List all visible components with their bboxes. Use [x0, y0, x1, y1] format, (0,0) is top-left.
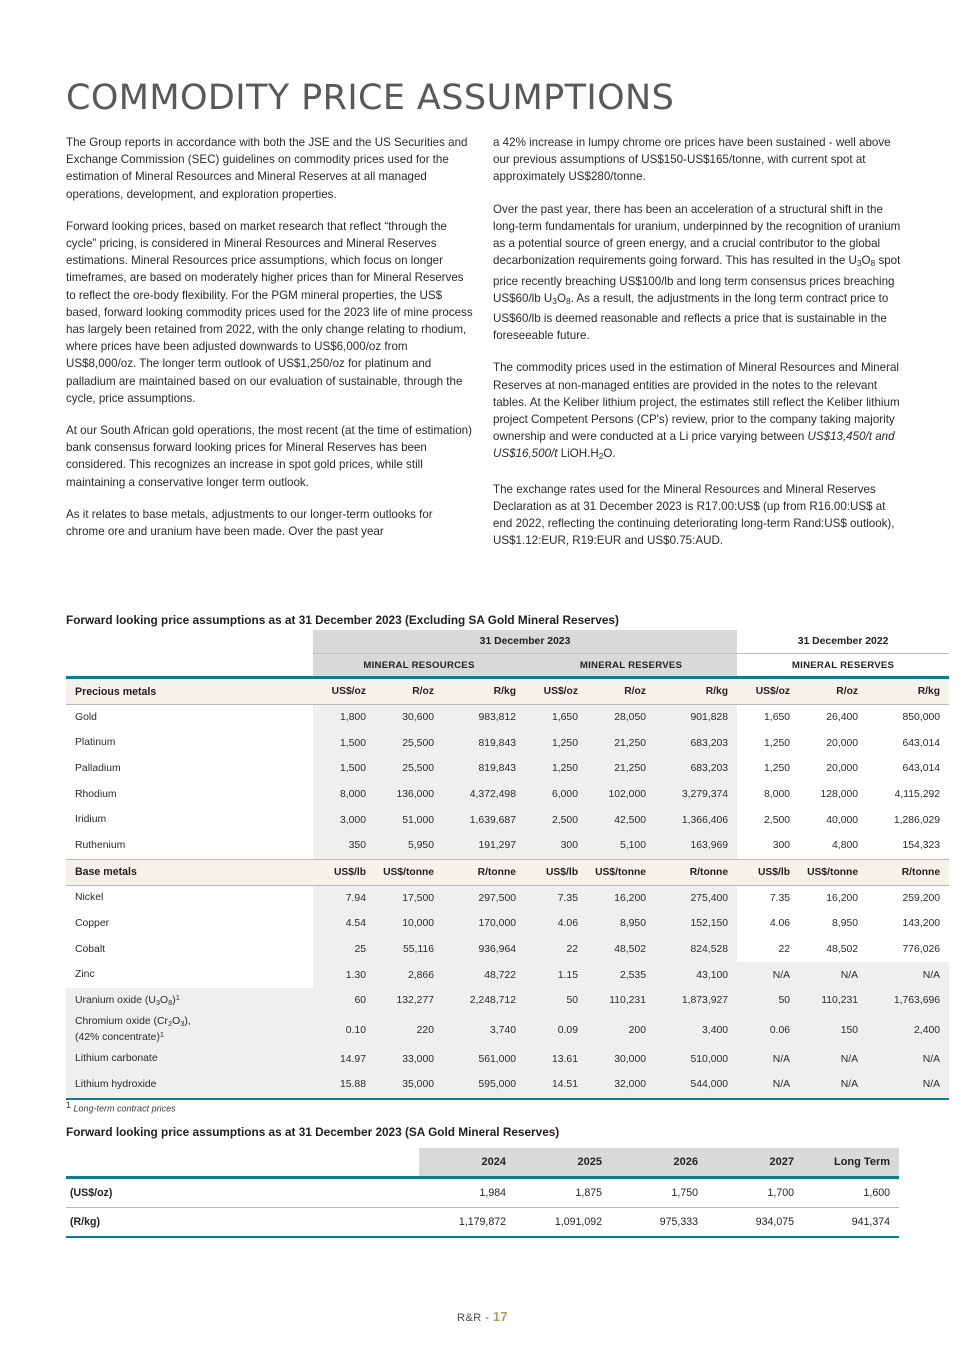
cell: 544,000	[655, 1072, 737, 1098]
table1-category-header-row	[66, 654, 949, 676]
cell: 42,500	[587, 807, 655, 833]
table-row	[66, 911, 949, 937]
cell: 2,500	[737, 807, 799, 833]
table2-caption: Forward looking price assumptions as at 31 December 2023 (SA Gold Mineral Reserves)	[66, 1125, 560, 1139]
cell: 510,000	[655, 1047, 737, 1073]
cell: N/A	[737, 962, 799, 988]
cell: 8,950	[587, 911, 655, 937]
cell: 1,639,687	[443, 807, 525, 833]
table-row	[66, 1014, 949, 1047]
cell: 1,650	[525, 705, 587, 731]
cell: 17,500	[375, 886, 443, 912]
paragraph-keliber	[493, 359, 901, 465]
unit-cell: US$/lb	[525, 860, 587, 885]
category-mineral-reserves-2023: MINERAL RESERVES	[525, 654, 737, 676]
cell: 200	[587, 1014, 655, 1047]
cell: 1,600	[863, 1187, 890, 1199]
cell: 25,500	[375, 756, 443, 782]
table-row	[66, 1208, 899, 1236]
cell: 824,528	[655, 937, 737, 963]
cell: 2,500	[525, 807, 587, 833]
text-run: LiOH.H	[557, 447, 599, 461]
unit-cell: R/tonne	[655, 860, 737, 885]
teal-rule	[313, 1098, 949, 1100]
spacer-cell	[66, 654, 313, 676]
unit-cell: R/kg	[655, 679, 737, 704]
cell: 2,866	[375, 962, 443, 988]
row-label: Copper	[66, 911, 313, 937]
cell: 33,000	[375, 1047, 443, 1073]
cell: 1,875	[575, 1187, 602, 1199]
table2-header-row	[66, 1148, 899, 1176]
footnote-marker: 1	[66, 1100, 72, 1110]
text-run: spot price recently breaching US$100/lb and long term consensus prices breaching US$60/lb U	[493, 254, 901, 305]
cell: 259,200	[867, 886, 949, 912]
table-row	[66, 782, 949, 808]
cell: 1,366,406	[655, 807, 737, 833]
cell: 40,000	[799, 807, 867, 833]
cell: 6,000	[525, 782, 587, 808]
cell: 170,000	[443, 911, 525, 937]
cell: 1,500	[313, 731, 375, 757]
cell: 110,231	[799, 988, 867, 1014]
cell: 4.06	[737, 911, 799, 937]
section-label-precious: Precious metals	[66, 679, 313, 704]
cell: 30,600	[375, 705, 443, 731]
cell: 25,500	[375, 731, 443, 757]
cell: 983,812	[443, 705, 525, 731]
cell: 14.97	[313, 1047, 375, 1073]
cell: 643,014	[867, 731, 949, 757]
cell: 20,000	[799, 756, 867, 782]
cell: 1,763,696	[867, 988, 949, 1014]
unit-cell: R/tonne	[867, 860, 949, 885]
cell: 934,075	[755, 1216, 794, 1228]
cell: 152,150	[655, 911, 737, 937]
cell: 21,250	[587, 756, 655, 782]
cell: 48,722	[443, 962, 525, 988]
table1-group-header-row	[66, 630, 949, 653]
cell: 163,969	[655, 833, 737, 859]
cell: 48,502	[799, 937, 867, 963]
cell: 128,000	[799, 782, 867, 808]
cell: 136,000	[375, 782, 443, 808]
row-label: Ruthenium	[66, 833, 313, 859]
subscript: 3	[552, 295, 557, 306]
teal-rule	[66, 1236, 419, 1238]
base-metals-header-row	[66, 860, 949, 885]
unit-cell: US$/tonne	[799, 860, 867, 885]
cell: 4,800	[799, 833, 867, 859]
table1-caption: Forward looking price assumptions as at 31 December 2023 (Excluding SA Gold Mineral Reserves)	[66, 613, 619, 627]
paragraph: As it relates to base metals, adjustments to our longer-term outlooks for chrome ore and uranium have been made. Over the past year	[66, 507, 433, 539]
cell: 4.06	[525, 911, 587, 937]
cell: N/A	[737, 1072, 799, 1098]
unit-cell: R/kg	[443, 679, 525, 704]
cell: 595,000	[443, 1072, 525, 1098]
cell: 1,700	[767, 1187, 794, 1199]
table-row	[66, 937, 949, 963]
cell: 3,740	[443, 1014, 525, 1047]
body-left-column	[66, 134, 474, 540]
cell: 22	[525, 937, 587, 963]
paragraph: Forward looking prices, based on market research that reflect “through the cycle” pricing, is considered in Mineral Resources and Mineral Reserves estimations. Mineral Resources price assumptions, which focus on longer timeframes, are based on moderately higher prices than for Mineral Reserves to reflect the ore-body flexibility. For the PGM mineral properties, the US$ based, forward looking commodity prices used for the 2023 life of mine process has largely been retained from 2022, with the only change relating to rhodium, where prices have been adjusted downwards to US$6,000/oz from US$8,000/oz. The longer term outlook of US$1,250/oz for platinum and palladium are maintained based on our evaluation of sustainable, through the cycle, price assumptions.	[66, 219, 473, 405]
cell: 4,372,498	[443, 782, 525, 808]
cell: 25	[313, 937, 375, 963]
price-assumptions-table	[66, 630, 949, 1100]
text-run: . As a result, the adjustments in the long term contract price to US$60/lb is deemed reasonable and reflects a price that is sustainable in the foreseeable future.	[493, 291, 889, 343]
cell: 776,026	[867, 937, 949, 963]
precious-metals-header-row	[66, 679, 949, 704]
cell: 48,502	[587, 937, 655, 963]
text-run-italic: US$13,450/t and US$16,500/t	[493, 430, 895, 461]
cell: 60	[313, 988, 375, 1014]
column-header-long-term: Long Term	[803, 1148, 899, 1176]
cell: 819,843	[443, 731, 525, 757]
cell: 1,984	[479, 1187, 506, 1199]
table-row	[66, 705, 949, 731]
cell: 154,323	[867, 833, 949, 859]
cell: 683,203	[655, 731, 737, 757]
cell: 28,050	[587, 705, 655, 731]
cell: 8,000	[737, 782, 799, 808]
cell: 102,000	[587, 782, 655, 808]
row-label: Gold	[66, 705, 313, 731]
cell: N/A	[799, 962, 867, 988]
unit-cell: R/kg	[867, 679, 949, 704]
cell: 936,964	[443, 937, 525, 963]
sa-gold-price-table	[66, 1148, 899, 1238]
cell: N/A	[867, 1047, 949, 1073]
row-label: (R/kg)	[70, 1216, 101, 1228]
table-row	[66, 807, 949, 833]
row-label: Rhodium	[66, 782, 313, 808]
table-row	[66, 1047, 949, 1073]
unit-cell: US$/oz	[737, 679, 799, 704]
row-label: (US$/oz)	[70, 1187, 113, 1199]
unit-cell: US$/lb	[737, 860, 799, 885]
cell: N/A	[799, 1047, 867, 1073]
cell: 819,843	[443, 756, 525, 782]
cell: 3,400	[655, 1014, 737, 1047]
cell: 941,374	[851, 1216, 890, 1228]
unit-cell: R/tonne	[443, 860, 525, 885]
cell: 1,650	[737, 705, 799, 731]
table-row	[66, 731, 949, 757]
cell: 1,250	[525, 756, 587, 782]
text-run: The commodity prices used in the estimation of Mineral Resources and Mineral Reserves at non-managed entities are provided in the notes to the relevant tables. At the Keliber lithium project, the estimates still reflect the Keliber lithium project Competent Persons (CP's) review, prior to the company taking majority ownership and were conducted at a Li price varying between	[493, 361, 900, 444]
cell: 14.51	[525, 1072, 587, 1098]
row-label: Lithium hydroxide	[66, 1072, 313, 1098]
unit-cell: US$/oz	[313, 679, 375, 704]
unit-cell: US$/lb	[313, 860, 375, 885]
cell: 26,400	[799, 705, 867, 731]
cell: 150	[799, 1014, 867, 1047]
cell: 300	[737, 833, 799, 859]
cell: 16,200	[799, 886, 867, 912]
cell: 8,000	[313, 782, 375, 808]
cell: 1,286,029	[867, 807, 949, 833]
subscript: 8	[565, 295, 571, 306]
table-row	[66, 1179, 899, 1207]
body-right-column	[493, 134, 901, 550]
row-label: Cobalt	[66, 937, 313, 963]
cell: 1,750	[671, 1187, 698, 1199]
cell: 0.10	[313, 1014, 375, 1047]
unit-cell: R/oz	[587, 679, 655, 704]
teal-divider-bottom	[66, 1098, 949, 1100]
unit-cell: R/oz	[375, 679, 443, 704]
category-mineral-resources: MINERAL RESOURCES	[313, 654, 525, 676]
text-run: O	[556, 291, 566, 305]
cell: 975,333	[659, 1216, 698, 1228]
cell: 0.09	[525, 1014, 587, 1047]
cell: 850,000	[867, 705, 949, 731]
cell: 683,203	[655, 756, 737, 782]
row-label: Platinum	[66, 731, 313, 757]
text-run: O.	[603, 447, 616, 461]
table-row	[66, 988, 949, 1014]
cell: 350	[313, 833, 375, 859]
cell: 1,873,927	[655, 988, 737, 1014]
cell: 2,535	[587, 962, 655, 988]
table-row	[66, 833, 949, 859]
cell: N/A	[799, 1072, 867, 1098]
text-run: O	[861, 254, 871, 268]
row-label: Nickel	[66, 886, 313, 912]
column-header-2024: 2024	[419, 1148, 515, 1176]
unit-cell: US$/tonne	[375, 860, 443, 885]
cell: 51,000	[375, 807, 443, 833]
spacer-cell	[66, 630, 313, 653]
group-header-2023: 31 December 2023	[313, 630, 737, 653]
subscript: 3	[856, 258, 862, 269]
cell: 110,231	[587, 988, 655, 1014]
column-header-2025: 2025	[515, 1148, 611, 1176]
cell: 50	[737, 988, 799, 1014]
cell: 22	[737, 937, 799, 963]
cell: 15.88	[313, 1072, 375, 1098]
paragraph-uranium	[493, 201, 901, 345]
cell: 35,000	[375, 1072, 443, 1098]
footer-page-number: 17	[493, 1310, 508, 1324]
cell: 1,250	[525, 731, 587, 757]
cell: 4.54	[313, 911, 375, 937]
cell: 1.15	[525, 962, 587, 988]
row-label: Lithium carbonate	[66, 1047, 313, 1073]
cell: 1,500	[313, 756, 375, 782]
footer-label: R&R -	[457, 1312, 490, 1324]
unit-cell: US$/oz	[525, 679, 587, 704]
cell: 2,248,712	[443, 988, 525, 1014]
paragraph: The Group reports in accordance with both the JSE and the US Securities and Exchange Commission (SEC) guidelines on commodity prices used for the estimation of Mineral Resources and Mineral Reserves at all managed operations, development, and exploration properties.	[66, 136, 468, 201]
cell: 643,014	[867, 756, 949, 782]
paragraph: a 42% increase in lumpy chrome ore prices have been sustained - well above our previous assumptions of US$150-US$165/tonne, with current spot at approximately US$280/tonne.	[493, 136, 891, 184]
cell: 4,115,292	[867, 782, 949, 808]
cell: 20,000	[799, 731, 867, 757]
table-row	[66, 756, 949, 782]
cell: 7.35	[737, 886, 799, 912]
cell: 13.61	[525, 1047, 587, 1073]
cell: 7.35	[525, 886, 587, 912]
subscript: 8	[870, 258, 876, 269]
cell: 300	[525, 833, 587, 859]
subscript: 2	[598, 451, 604, 462]
cell: 30,000	[587, 1047, 655, 1073]
table-row	[66, 962, 949, 988]
cell: 7.94	[313, 886, 375, 912]
cell: 10,000	[375, 911, 443, 937]
cell: 21,250	[587, 731, 655, 757]
cell: 132,277	[375, 988, 443, 1014]
cell: 1,250	[737, 756, 799, 782]
cell: 143,200	[867, 911, 949, 937]
footnote-text: Long-term contract prices	[73, 1103, 176, 1114]
unit-cell: US$/tonne	[587, 860, 655, 885]
cell: 3,279,374	[655, 782, 737, 808]
page-footer	[0, 1310, 965, 1324]
cell: N/A	[737, 1047, 799, 1073]
cell: 901,828	[655, 705, 737, 731]
row-label-uranium: Uranium oxide $(U_3O_8)^1$	[66, 988, 313, 1014]
cell: 275,400	[655, 886, 737, 912]
cell: 191,297	[443, 833, 525, 859]
row-label-chromium: Chromium oxide $(Cr_2O_3)$, (42% concentrate)$^1$	[66, 1014, 313, 1047]
section-label-base: Base metals	[66, 860, 313, 885]
cell: 1,179,872	[458, 1216, 506, 1228]
cell: N/A	[867, 1072, 949, 1098]
cell: 2,400	[867, 1014, 949, 1047]
group-header-2022: 31 December 2022	[737, 630, 949, 653]
cell: 3,000	[313, 807, 375, 833]
cell: 32,000	[587, 1072, 655, 1098]
cell: 50	[525, 988, 587, 1014]
cell: 561,000	[443, 1047, 525, 1073]
paragraph: At our South African gold operations, the most recent (at the time of estimation) bank consensus forward looking prices for Mineral Reserves has been considered. This recognizes an increase in spot gold prices, while still maintaining a conservative longer term outlook.	[66, 424, 472, 489]
cell: 8,950	[799, 911, 867, 937]
cell: 16,200	[587, 886, 655, 912]
paragraph: The exchange rates used for the Mineral Resources and Mineral Reserves Declaration as at 31 December 2023 is R17.00:US$ (up from R16.00:US$ at end 2022, reflecting the continuing deteriorating long-term Rand:US$ outlook), US$1.12:EUR, R19:EUR and US$0.75:AUD.	[493, 482, 895, 548]
cell: 43,100	[655, 962, 737, 988]
cell: 297,500	[443, 886, 525, 912]
cell: 5,950	[375, 833, 443, 859]
cell: 220	[375, 1014, 443, 1047]
page-title: COMMODITY PRICE ASSUMPTIONS	[66, 78, 675, 118]
cell: 0.06	[737, 1014, 799, 1047]
column-header-2027: 2027	[707, 1148, 803, 1176]
spacer-cell	[66, 1148, 419, 1176]
table1-footnote	[66, 1100, 176, 1114]
cell: 1,800	[313, 705, 375, 731]
cell: 1.30	[313, 962, 375, 988]
cell: 1,091,092	[554, 1216, 602, 1228]
table-row	[66, 1072, 949, 1098]
cell: 1,250	[737, 731, 799, 757]
row-label: Iridium	[66, 807, 313, 833]
column-header-2026: 2026	[611, 1148, 707, 1176]
row-label: Zinc	[66, 962, 313, 988]
unit-cell: R/oz	[799, 679, 867, 704]
table2-wrapper	[66, 1148, 899, 1238]
teal-rule	[419, 1236, 899, 1238]
text-run: Over the past year, there has been an acceleration of a structural shift in the long-term fundamentals for uranium, underpinned by the recognition of uranium as a potential source of green energy, and a crucial contributor to the global decarbonization requirements going forward. This has resulted in the U	[493, 202, 901, 268]
category-mineral-reserves-2022: MINERAL RESERVES	[737, 654, 949, 676]
table-row	[66, 886, 949, 912]
table1-wrapper	[66, 630, 941, 1100]
cell: 55,116	[375, 937, 443, 963]
cell: N/A	[867, 962, 949, 988]
row-label: Palladium	[66, 756, 313, 782]
cell: 5,100	[587, 833, 655, 859]
teal-divider-bottom	[66, 1236, 899, 1238]
